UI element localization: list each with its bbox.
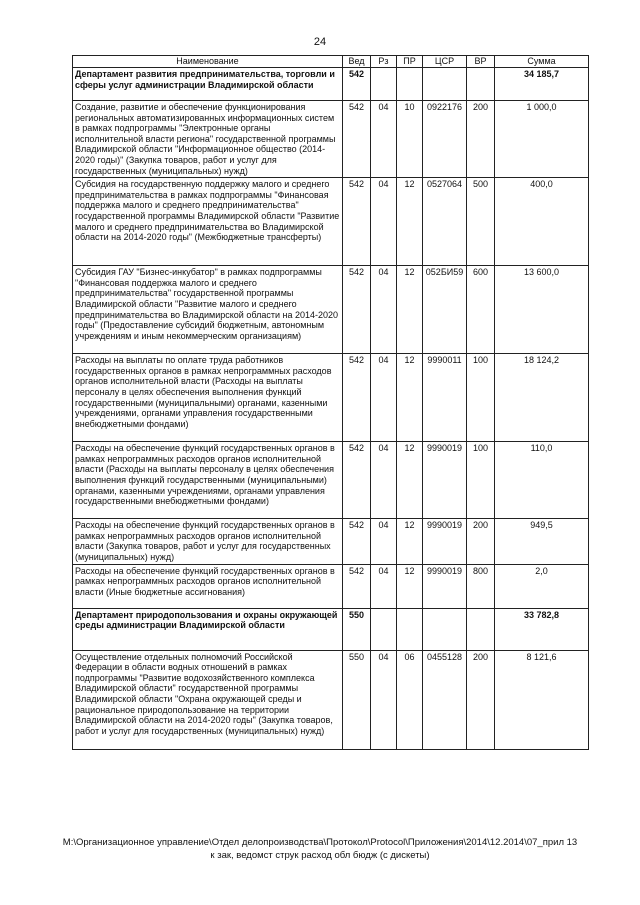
cell-ved: 550	[343, 650, 371, 749]
cell-pr: 12	[397, 354, 423, 442]
cell-pr: 12	[397, 519, 423, 564]
cell-vr: 200	[467, 101, 495, 178]
cell-name: Расходы на обеспечение функций государственных органов в рамках непрограммных расходов органов исполнительной власти (Закупка товаров, работ и услуг для государственных (муниципальных) нужд)	[73, 519, 343, 564]
header-name: Наименование	[73, 56, 343, 68]
table-row	[73, 650, 589, 749]
cell-ved: 542	[343, 564, 371, 608]
cell-csr: 0455128	[423, 650, 467, 749]
cell-csr: 9990011	[423, 354, 467, 442]
cell-ved: 542	[343, 519, 371, 564]
cell-rz: 04	[371, 266, 397, 354]
cell-vr: 200	[467, 519, 495, 564]
table-row	[73, 442, 589, 519]
cell-csr: 0527064	[423, 178, 467, 266]
cell-sum: 2,0	[495, 564, 589, 608]
table-row	[73, 266, 589, 354]
table-row-department	[73, 68, 589, 101]
cell-rz	[371, 608, 397, 650]
cell-name: Осуществление отдельных полномочий Российской Федерации в области водных отношений в рамках подпрограммы "Развитие водохозяйственного комплекса Владимирской области" государственной программы Владимирской области "Охрана окружающей среды и рациональное природопользование на территории Владимирской области на 2014-2020 годы" (Закупка товаров, работ и услуг для государственных (муниципальных) нужд)	[73, 650, 343, 749]
cell-pr	[397, 68, 423, 101]
cell-sum: 34 185,7	[495, 68, 589, 101]
cell-pr: 12	[397, 178, 423, 266]
cell-name: Департамент развития предпринимательства, торговли и сферы услуг администрации Владимирской области	[73, 68, 343, 101]
table-row	[73, 519, 589, 564]
table-row	[73, 101, 589, 178]
cell-pr: 06	[397, 650, 423, 749]
cell-name: Субсидия на государственную поддержку малого и среднего предпринимательства в рамках подпрограммы "Финансовая поддержка малого и среднего предпринимательства" государственной программы Владимирской области "Развитие малого и среднего предпринимательства во Владимирской области на 2014-2020 годы" (Межбюджетные трансферты)	[73, 178, 343, 266]
table-row-department	[73, 608, 589, 650]
cell-csr: 9990019	[423, 564, 467, 608]
cell-csr: 052БИ59	[423, 266, 467, 354]
cell-vr: 200	[467, 650, 495, 749]
cell-vr: 500	[467, 178, 495, 266]
table-row	[73, 354, 589, 442]
cell-sum: 1 000,0	[495, 101, 589, 178]
cell-pr: 12	[397, 442, 423, 519]
cell-vr	[467, 608, 495, 650]
header-pr: ПР	[397, 56, 423, 68]
cell-vr: 100	[467, 354, 495, 442]
cell-csr	[423, 68, 467, 101]
header-sum: Сумма	[495, 56, 589, 68]
cell-rz: 04	[371, 564, 397, 608]
table-header-row	[73, 56, 589, 68]
cell-name: Субсидия ГАУ "Бизнес-инкубатор" в рамках подпрограммы "Финансовая поддержка малого и среднего предпринимательства" государственной программы Владимирской области "Развитие малого и среднего предпринимательства во Владимирской области на 2014-2020 годы" (Предоставление субсидий бюджетным, автономным учреждениям и иным некоммерческим организациям)	[73, 266, 343, 354]
header-ved: Вед	[343, 56, 371, 68]
cell-vr: 100	[467, 442, 495, 519]
cell-sum: 33 782,8	[495, 608, 589, 650]
cell-vr: 600	[467, 266, 495, 354]
cell-ved: 542	[343, 442, 371, 519]
cell-sum: 13 600,0	[495, 266, 589, 354]
cell-sum: 110,0	[495, 442, 589, 519]
cell-name: Расходы на обеспечение функций государственных органов в рамках непрограммных расходов органов исполнительной власти (Иные бюджетные ассигнования)	[73, 564, 343, 608]
footer-description-line: к зак, ведомст струк расход обл бюдж (с дискеты)	[210, 850, 430, 861]
cell-csr: 9990019	[423, 442, 467, 519]
cell-pr: 12	[397, 564, 423, 608]
cell-rz	[371, 68, 397, 101]
cell-ved: 542	[343, 266, 371, 354]
cell-name: Расходы на обеспечение функций государственных органов в рамках непрограммных расходов органов исполнительной власти (Расходы на выплаты персоналу в целях обеспечения выполнения функций государственными (муниципальными) органами, казенными учреждениями, органами управления государственными внебюджетными фондами)	[73, 442, 343, 519]
cell-rz: 04	[371, 101, 397, 178]
cell-csr	[423, 608, 467, 650]
cell-sum: 949,5	[495, 519, 589, 564]
cell-rz: 04	[371, 519, 397, 564]
cell-pr: 10	[397, 101, 423, 178]
header-csr: ЦСР	[423, 56, 467, 68]
cell-rz: 04	[371, 178, 397, 266]
cell-name: Департамент природопользования и охраны окружающей среды администрации Владимирской области	[73, 608, 343, 650]
cell-ved: 542	[343, 68, 371, 101]
cell-sum: 18 124,2	[495, 354, 589, 442]
cell-pr	[397, 608, 423, 650]
budget-table	[72, 55, 589, 750]
cell-sum: 8 121,6	[495, 650, 589, 749]
header-vr: ВР	[467, 56, 495, 68]
cell-name: Расходы на выплаты по оплате труда работников государственных органов в рамках непрограммных расходов органов исполнительной власти (Расходы на выплаты персоналу в целях обеспечения выполнения функций государственными (муниципальными) органами, казенными учреждениями, органами управления государственными внебюджетными фондами)	[73, 354, 343, 442]
cell-ved: 550	[343, 608, 371, 650]
cell-csr: 9990019	[423, 519, 467, 564]
cell-pr: 12	[397, 266, 423, 354]
cell-rz: 04	[371, 354, 397, 442]
cell-sum: 400,0	[495, 178, 589, 266]
cell-rz: 04	[371, 650, 397, 749]
cell-vr	[467, 68, 495, 101]
table-row	[73, 178, 589, 266]
table-row	[73, 564, 589, 608]
footer-path-line: M:\Организационное управление\Отдел делопроизводства\Протокол\Protocol\Приложения\2014\12.2014\07_прил 13	[62, 837, 578, 848]
cell-ved: 542	[343, 101, 371, 178]
cell-vr: 800	[467, 564, 495, 608]
footer	[0, 836, 640, 862]
cell-ved: 542	[343, 178, 371, 266]
cell-ved: 542	[343, 354, 371, 442]
header-rz: Рз	[371, 56, 397, 68]
page-number: 24	[313, 36, 327, 48]
cell-rz: 04	[371, 442, 397, 519]
cell-name: Создание, развитие и обеспечение функционирования региональных автоматизированных информационных систем в рамках подпрограммы "Электронные органы исполнительной власти региона" государственной программы Владимирской области "Информационное общество (2014-2020 годы)" (Закупка товаров, работ и услуг для государственных (муниципальных) нужд)	[73, 101, 343, 178]
cell-csr: 0922176	[423, 101, 467, 178]
